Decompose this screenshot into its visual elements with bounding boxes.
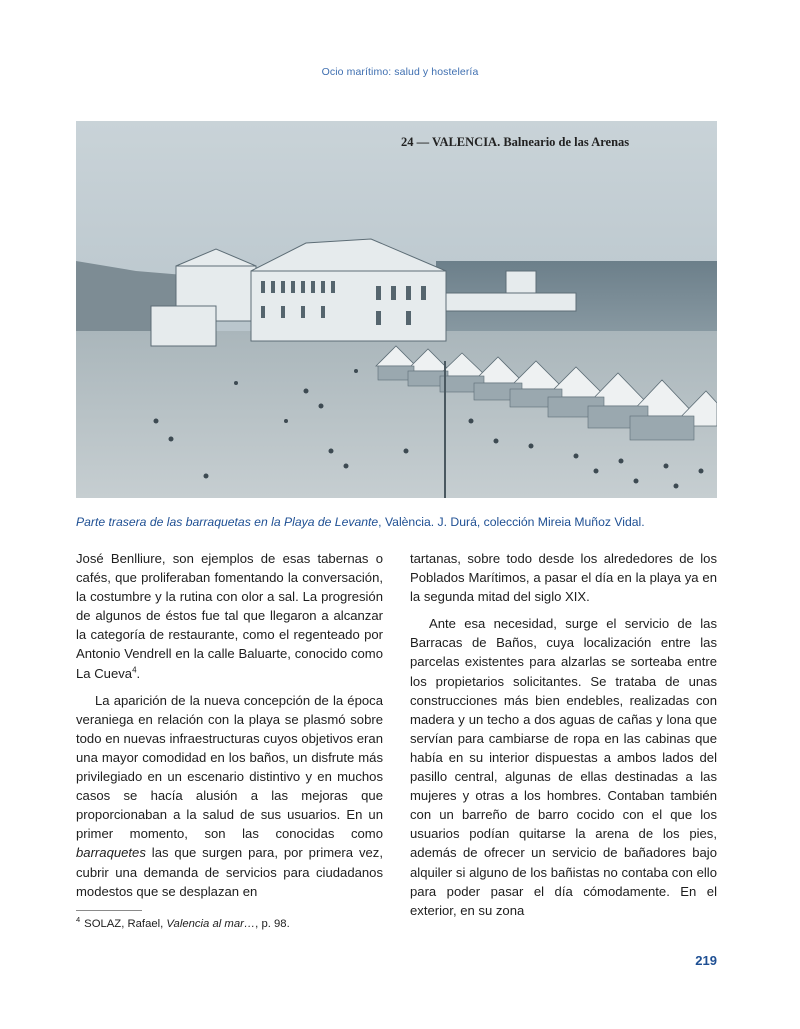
footnote: $^4$ SOLAZ, Rafael, Valencia al mar…, p. 98.	[76, 915, 290, 930]
page-number: 219	[695, 953, 717, 968]
running-head: Ocio marítimo: salud y hostelería	[321, 66, 479, 78]
paragraph: tartanas, sobre todo desde los alrededores de los Poblados Marítimos, a pasar el día en la playa ya en la segunda mitad del siglo XIX.	[410, 551, 717, 605]
footnote-ref[interactable]: 4	[132, 665, 137, 675]
caption-title: Parte trasera de las barraquetas en la Playa de Levante	[76, 515, 379, 529]
paragraph: José Benlliure, son ejemplos de esas tabernas o cafés, que proliferaban fomentando la conversación, la costumbre y la rutina con olor a sal. La progresión de algunos de éstos fue tal que llegaron a alcanzar la categoría de restaurante, como el regenteado por Antonio Vendrell en la calle Baluarte, conocido como La Cueva$^4$.	[76, 551, 383, 681]
footnote-number: 4	[76, 915, 81, 924]
left-column	[76, 549, 383, 901]
paragraph: Ante esa necesidad, surge el servicio de las Barracas de Baños, cuya localización entre las parcelas existentes para alzarlas se sorteaba entre los propietarios solicitantes. Se trataba de unas construcciones más bien endebles, realizadas con madera y un techo a dos aguas de cañas y lona que servían para cambiarse de ropa en las cabinas que había en su interior dispuestas a ambos lados del pasillo central, algunas de ellas destinadas a las mujeres y otras a los hombres. Contaban también con un barreño de barro cocido con el que los usuarios podían quitarse la arena de los pies, además de ofrecer un servicio de bañadores bajo alquiler si alguno de los bañistas no contaba con ello para poder pasar el día cómodamente. En el exterior, en su zona	[410, 616, 717, 918]
emphasis: barraquetes	[76, 845, 146, 861]
postcard-title: 24 — VALENCIA. Balneario de las Arenas	[401, 135, 630, 149]
paragraph: La aparición de la nueva concepción de la época veraniega en relación con la playa se plasmó sobre todo en nuevas infraestructuras cuyos objetivos eran una mayor comodidad en los baños, un disfrute más privilegiado en un escenario distintivo y en muchos casos se hacía alusión a las mejoras que proporcionaban a la salud de sus usuarios. En un primer momento, son las conocidas como barraquetes las que surgen para, por primera vez, cubrir una demanda de servicios para ciudadanos modestos que se desplazan en	[76, 692, 383, 899]
footnote-divider	[76, 910, 142, 911]
right-column	[410, 549, 717, 920]
photo-caption	[76, 515, 736, 529]
beach-photograph	[76, 121, 717, 498]
caption-credit: , València. J. Durá, colección Mireia Muñoz Vidal.	[378, 515, 645, 529]
